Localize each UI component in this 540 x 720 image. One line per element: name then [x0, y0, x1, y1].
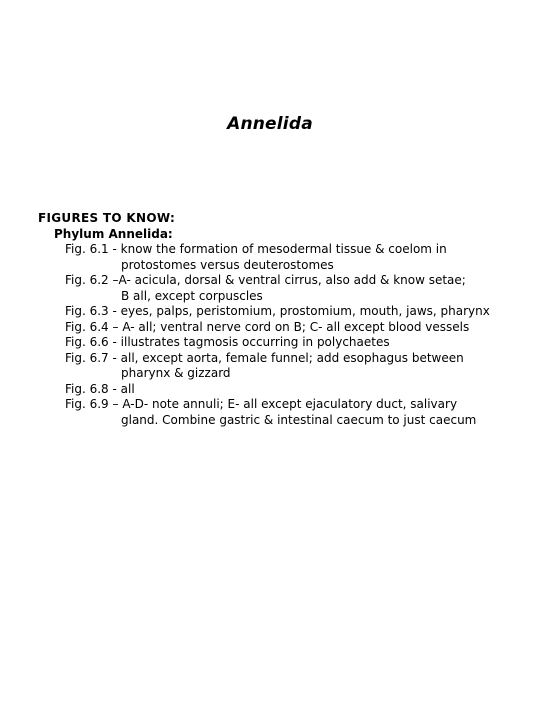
figure-item-6-1	[38, 242, 510, 273]
figure-text: Fig. 6.2 –A- acicula, dorsal & ventral cirrus, also add & know setae;	[65, 273, 466, 287]
figure-item-6-2	[38, 273, 510, 304]
figure-item-6-6	[38, 335, 510, 351]
figure-text: Fig. 6.8 - all	[65, 381, 135, 396]
figure-text: Fig. 6.4 – A- all; ventral nerve cord on B; C- all except blood vessels	[65, 319, 470, 334]
figure-text: Fig. 6.1 - know the formation of mesodermal tissue & coelom in	[65, 242, 447, 256]
figure-item-6-3	[38, 304, 510, 320]
figure-text: Fig. 6.7 - all, except aorta, female funnel; add esophagus between	[65, 350, 464, 365]
figure-text-continuation: gland. Combine gastric & intestinal caecum to just caecum	[121, 412, 477, 427]
page-title: Annelida	[227, 114, 313, 134]
figure-text-continuation: pharynx & gizzard	[121, 366, 231, 380]
figure-item-6-7	[38, 351, 510, 382]
figure-text: Fig. 6.3 - eyes, palps, peristomium, prostomium, mouth, jaws, pharynx	[65, 304, 490, 318]
figure-text-continuation: protostomes versus deuterostomes	[121, 257, 334, 272]
figure-list	[38, 242, 510, 428]
figure-item-6-4	[38, 320, 510, 336]
figure-text-continuation: B all, except corpuscles	[121, 288, 263, 303]
figure-text: Fig. 6.6 - illustrates tagmosis occurring in polychaetes	[65, 335, 390, 349]
figure-item-6-8	[38, 382, 510, 398]
phylum-subheading: Phylum Annelida:	[54, 226, 173, 241]
figure-text: Fig. 6.9 – A-D- note annuli; E- all except ejaculatory duct, salivary	[65, 397, 458, 411]
section-heading: FIGURES TO KNOW:	[38, 211, 176, 225]
figure-item-6-9	[38, 397, 510, 428]
figures-section	[38, 211, 510, 428]
